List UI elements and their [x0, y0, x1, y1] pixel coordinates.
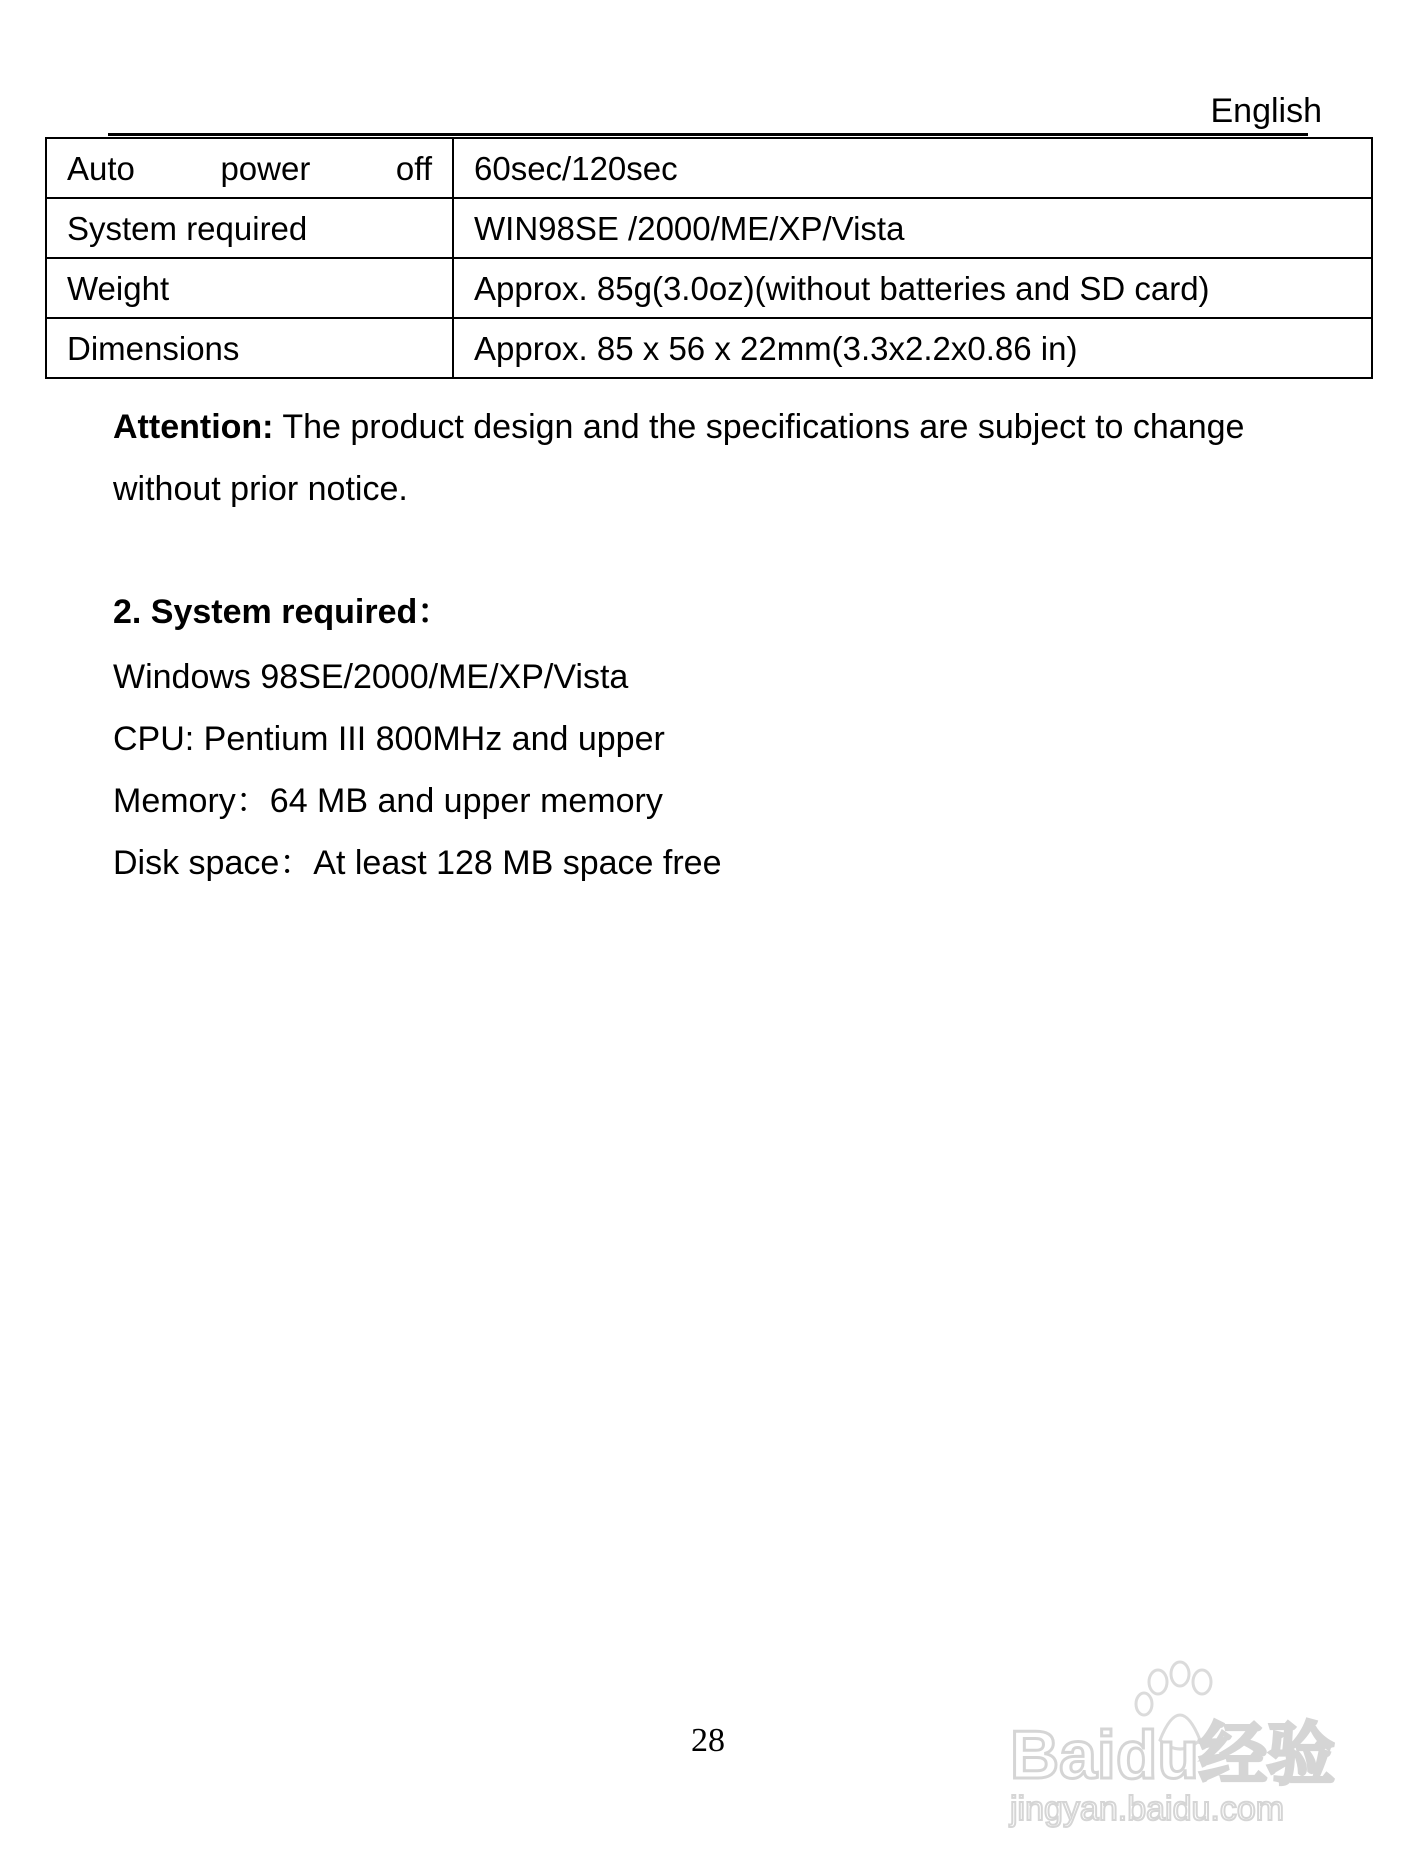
- spec-value: Approx. 85g(3.0oz)(without batteries and SD card): [453, 258, 1372, 318]
- header-rule: [108, 133, 1308, 136]
- spec-value: 60sec/120sec: [453, 138, 1372, 198]
- page-number: 28: [691, 1722, 725, 1759]
- section-title: 2. System required：: [113, 593, 452, 631]
- list-item: Memory：64 MB and upper memory: [113, 782, 663, 820]
- table-row: [46, 198, 1372, 258]
- table-row: [46, 138, 1372, 198]
- spec-label: System required: [46, 198, 453, 258]
- watermark-url: jingyan.baidu.com: [1010, 1790, 1285, 1828]
- spec-label: Dimensions: [46, 318, 453, 378]
- spec-value: WIN98SE /2000/ME/XP/Vista: [453, 198, 1372, 258]
- list-item: Windows 98SE/2000/ME/XP/Vista: [113, 658, 629, 696]
- paw-logo-icon: [1000, 1660, 1340, 1830]
- table-row: [46, 318, 1372, 378]
- spec-table: [45, 137, 1373, 379]
- attention-label: Attention:: [113, 408, 274, 446]
- watermark-brand: Baidu经验: [1010, 1717, 1335, 1793]
- label-word: Auto: [67, 149, 135, 187]
- spec-label-auto-power-off: [46, 138, 453, 198]
- baidu-watermark: [1000, 1660, 1340, 1830]
- spec-label: Weight: [46, 258, 453, 318]
- attention-notice: [113, 396, 1323, 520]
- list-item: Disk space：At least 128 MB space free: [113, 844, 722, 882]
- attention-text: The product design and the specifications are subject to change without prior notice.: [113, 408, 1245, 508]
- header-language: English: [1210, 92, 1322, 130]
- label-word: power: [220, 149, 311, 187]
- spec-value: Approx. 85 x 56 x 22mm(3.3x2.2x0.86 in): [453, 318, 1372, 378]
- table-row: [46, 258, 1372, 318]
- system-requirements-list: [113, 646, 722, 894]
- label-word: off: [395, 149, 432, 187]
- list-item: CPU: Pentium III 800MHz and upper: [113, 720, 665, 758]
